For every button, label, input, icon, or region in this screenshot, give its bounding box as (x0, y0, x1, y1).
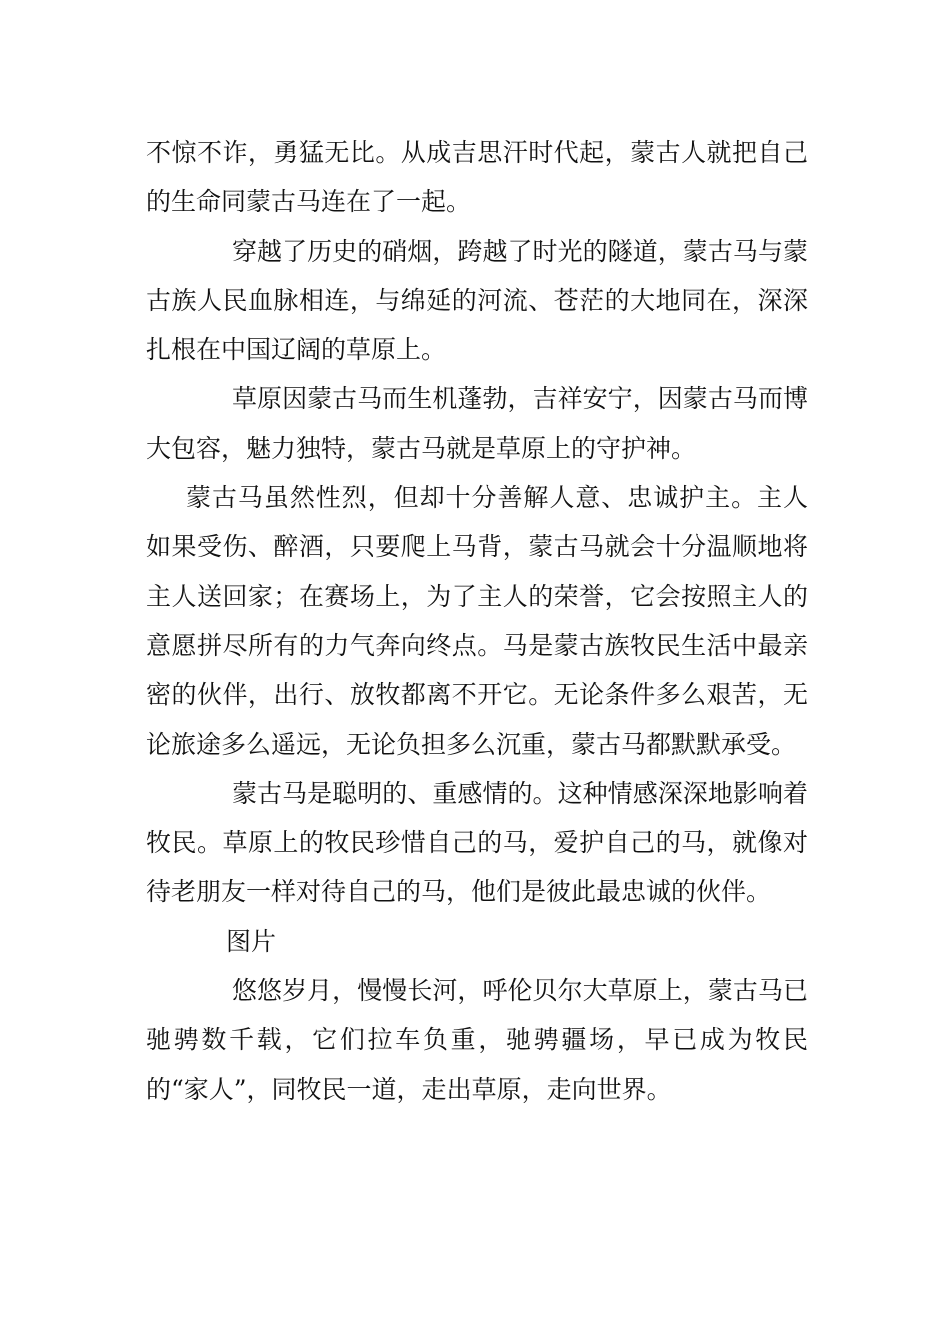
paragraph-loyalty: 蒙古马虽然性烈，但却十分善解人意、忠诚护主。主人如果受伤、醉酒，只要爬上马背，蒙古马就会十分温顺地将主人送回家；在赛场上，为了主人的荣誉，它会按照主人的意愿拼尽所有的力气奔向终点。马是蒙古族牧民生活中最亲密的伙伴，出行、放牧都离不开它。无论条件多么艰苦，无论旅途多么遥远，无论负担多么沉重，蒙古马都默默承受。 (146, 483, 808, 759)
paragraph-guardian: 草原因蒙古马而生机蓬勃，吉祥安宁，因蒙古马而博大包容，魅力独特，蒙古马就是草原上的守护神。 (146, 384, 808, 463)
paragraph-family: 悠悠岁月，慢慢长河，呼伦贝尔大草原上，蒙古马已驰骋数千载，它们拉车负重，驰骋疆场，早已成为牧民的“家人”，同牧民一道，走出草原，走向世界。 (146, 976, 808, 1104)
paragraph-history: 穿越了历史的硝烟，跨越了时光的隧道，蒙古马与蒙古族人民血脉相连，与绵延的河流、苍茫的大地同在，深深扎根在中国辽阔的草原上。 (146, 236, 808, 365)
body-text (146, 128, 808, 1114)
paragraph-emotion: 蒙古马是聪明的、重感情的。这种情感深深地影响着牧民。草原上的牧民珍惜自己的马，爱护自己的马，就像对待老朋友一样对待自己的马，他们是彼此最忠诚的伙伴。 (146, 778, 808, 907)
image-caption: 图片 (226, 926, 277, 956)
paragraph-continuation: 不惊不诈，勇猛无比。从成吉思汗时代起，蒙古人就把自己的生命同蒙古马连在了一起。 (146, 138, 808, 217)
